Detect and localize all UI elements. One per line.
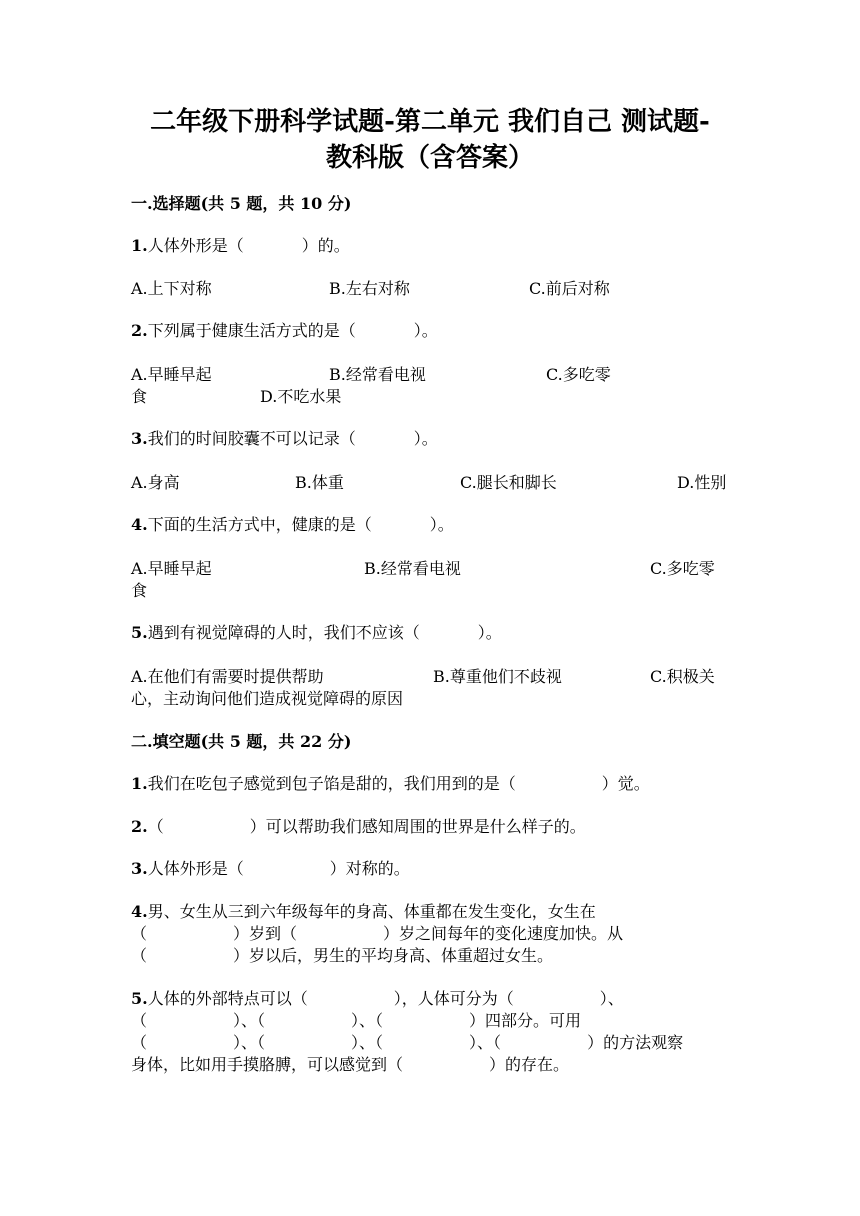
option: C.腿长和脚长: [460, 473, 557, 492]
question-number: 1.: [131, 236, 148, 255]
question-text: 人体外形是（: [147, 859, 244, 878]
option: C.积极关: [650, 667, 715, 686]
option: A.身高: [131, 473, 180, 492]
question-3: [131, 428, 438, 450]
option-continuation: 心，主动询问他们造成视觉障碍的原因: [131, 689, 404, 708]
page-title: [100, 104, 760, 176]
question-text: 男、女生从三到六年级每年的身高、体重都在发生变化，女生在: [147, 902, 596, 921]
question-number: 3.: [131, 859, 148, 878]
question-text: 人体外形是（: [147, 236, 244, 255]
fill-question-5: [131, 988, 624, 1010]
fill-question-5-line-2: [131, 1010, 581, 1032]
question-number: 3.: [131, 429, 148, 448]
question-1: [131, 235, 350, 257]
question-number: 4.: [131, 515, 148, 534]
question-text: ）的。: [301, 236, 350, 255]
question-text: ）岁以后，男生的平均身高、体重超过女生。: [233, 946, 554, 965]
option: C.多吃零: [546, 365, 611, 384]
fill-question-4-line-3: [131, 945, 553, 967]
question-text: ）、（: [351, 1033, 384, 1052]
question-text: 下列属于健康生活方式的是（: [147, 321, 356, 340]
question-text: （: [131, 924, 148, 943]
option: D.性别: [677, 473, 727, 492]
option: C.前后对称: [529, 279, 610, 298]
option-continuation: 食: [131, 387, 148, 406]
question-text: ）、（: [233, 1011, 266, 1030]
option: C.多吃零: [650, 559, 715, 578]
question-text: 下面的生活方式中，健康的是（: [147, 515, 372, 534]
question-text: ）岁到（: [233, 924, 298, 943]
option: A.在他们有需要时提供帮助: [131, 667, 324, 686]
option: A.上下对称: [131, 279, 212, 298]
question-text: ）、（: [233, 1033, 266, 1052]
question-text: 我们在吃包子感觉到包子馅是甜的，我们用到的是（: [147, 774, 516, 793]
question-number: 2.: [131, 321, 148, 340]
option: B.经常看电视: [329, 365, 426, 384]
fill-question-2: [131, 816, 586, 838]
question-text: （: [147, 817, 164, 836]
option: A.早睡早起: [131, 365, 212, 384]
question-text: ）对称的。: [329, 859, 410, 878]
question-4: [131, 514, 454, 536]
title-line-1: 二年级下册科学试题-第二单元 我们自己 测试题-: [150, 107, 710, 137]
fill-question-4: [131, 901, 596, 923]
question-number: 4.: [131, 902, 148, 921]
option: D.不吃水果: [260, 387, 342, 406]
question-text: 遇到有视觉障碍的人时，我们不应该（: [147, 623, 420, 642]
section-heading-choice: 一.选择题(共 5 题，共 10 分): [131, 194, 352, 213]
question-text: （: [131, 1011, 148, 1030]
question-number: 1.: [131, 774, 148, 793]
question-number: 5.: [131, 989, 148, 1008]
question-text: （: [131, 946, 148, 965]
option-continuation: 食: [131, 581, 148, 600]
question-text: ）、: [599, 989, 624, 1008]
title-line-2: 教科版（含答案）: [325, 143, 534, 173]
question-text: ）的方法观察: [587, 1033, 684, 1052]
fill-question-5-line-4: [131, 1054, 569, 1076]
question-2: [131, 320, 438, 342]
question-text: 人体的外部特点可以（: [147, 989, 308, 1008]
option: B.体重: [295, 473, 344, 492]
question-number: 5.: [131, 623, 148, 642]
question-text: （: [131, 1033, 148, 1052]
question-text: 我们的时间胶囊不可以记录（: [147, 429, 356, 448]
option: B.左右对称: [329, 279, 410, 298]
question-text: ）。: [477, 623, 502, 642]
question-text: ）的存在。: [489, 1055, 570, 1074]
section-heading-fill: 二.填空题(共 5 题，共 22 分): [131, 732, 352, 751]
question-number: 2.: [131, 817, 148, 836]
option: B.经常看电视: [364, 559, 461, 578]
fill-question-5-line-3: [131, 1032, 683, 1054]
option: A.早睡早起: [131, 559, 212, 578]
fill-question-4-line-2: [131, 923, 623, 945]
question-text: ）、（: [469, 1033, 502, 1052]
option: B.尊重他们不歧视: [433, 667, 562, 686]
question-text: ）岁之间每年的变化速度加快。从: [383, 924, 624, 943]
fill-question-3: [131, 858, 410, 880]
question-text: ）、（: [351, 1011, 384, 1030]
fill-question-1: [131, 773, 650, 795]
question-5: [131, 622, 502, 644]
question-text: ）。: [413, 429, 438, 448]
question-text: ）。: [413, 321, 438, 340]
question-text: ）可以帮助我们感知周围的世界是什么样子的。: [249, 817, 586, 836]
question-text: ），人体可分为（: [393, 989, 514, 1008]
question-text: ）四部分。可用: [469, 1011, 582, 1030]
question-text: ）觉。: [601, 774, 650, 793]
question-text: ）。: [429, 515, 454, 534]
question-text: 身体，比如用手摸胳膊，可以感觉到（: [131, 1055, 404, 1074]
